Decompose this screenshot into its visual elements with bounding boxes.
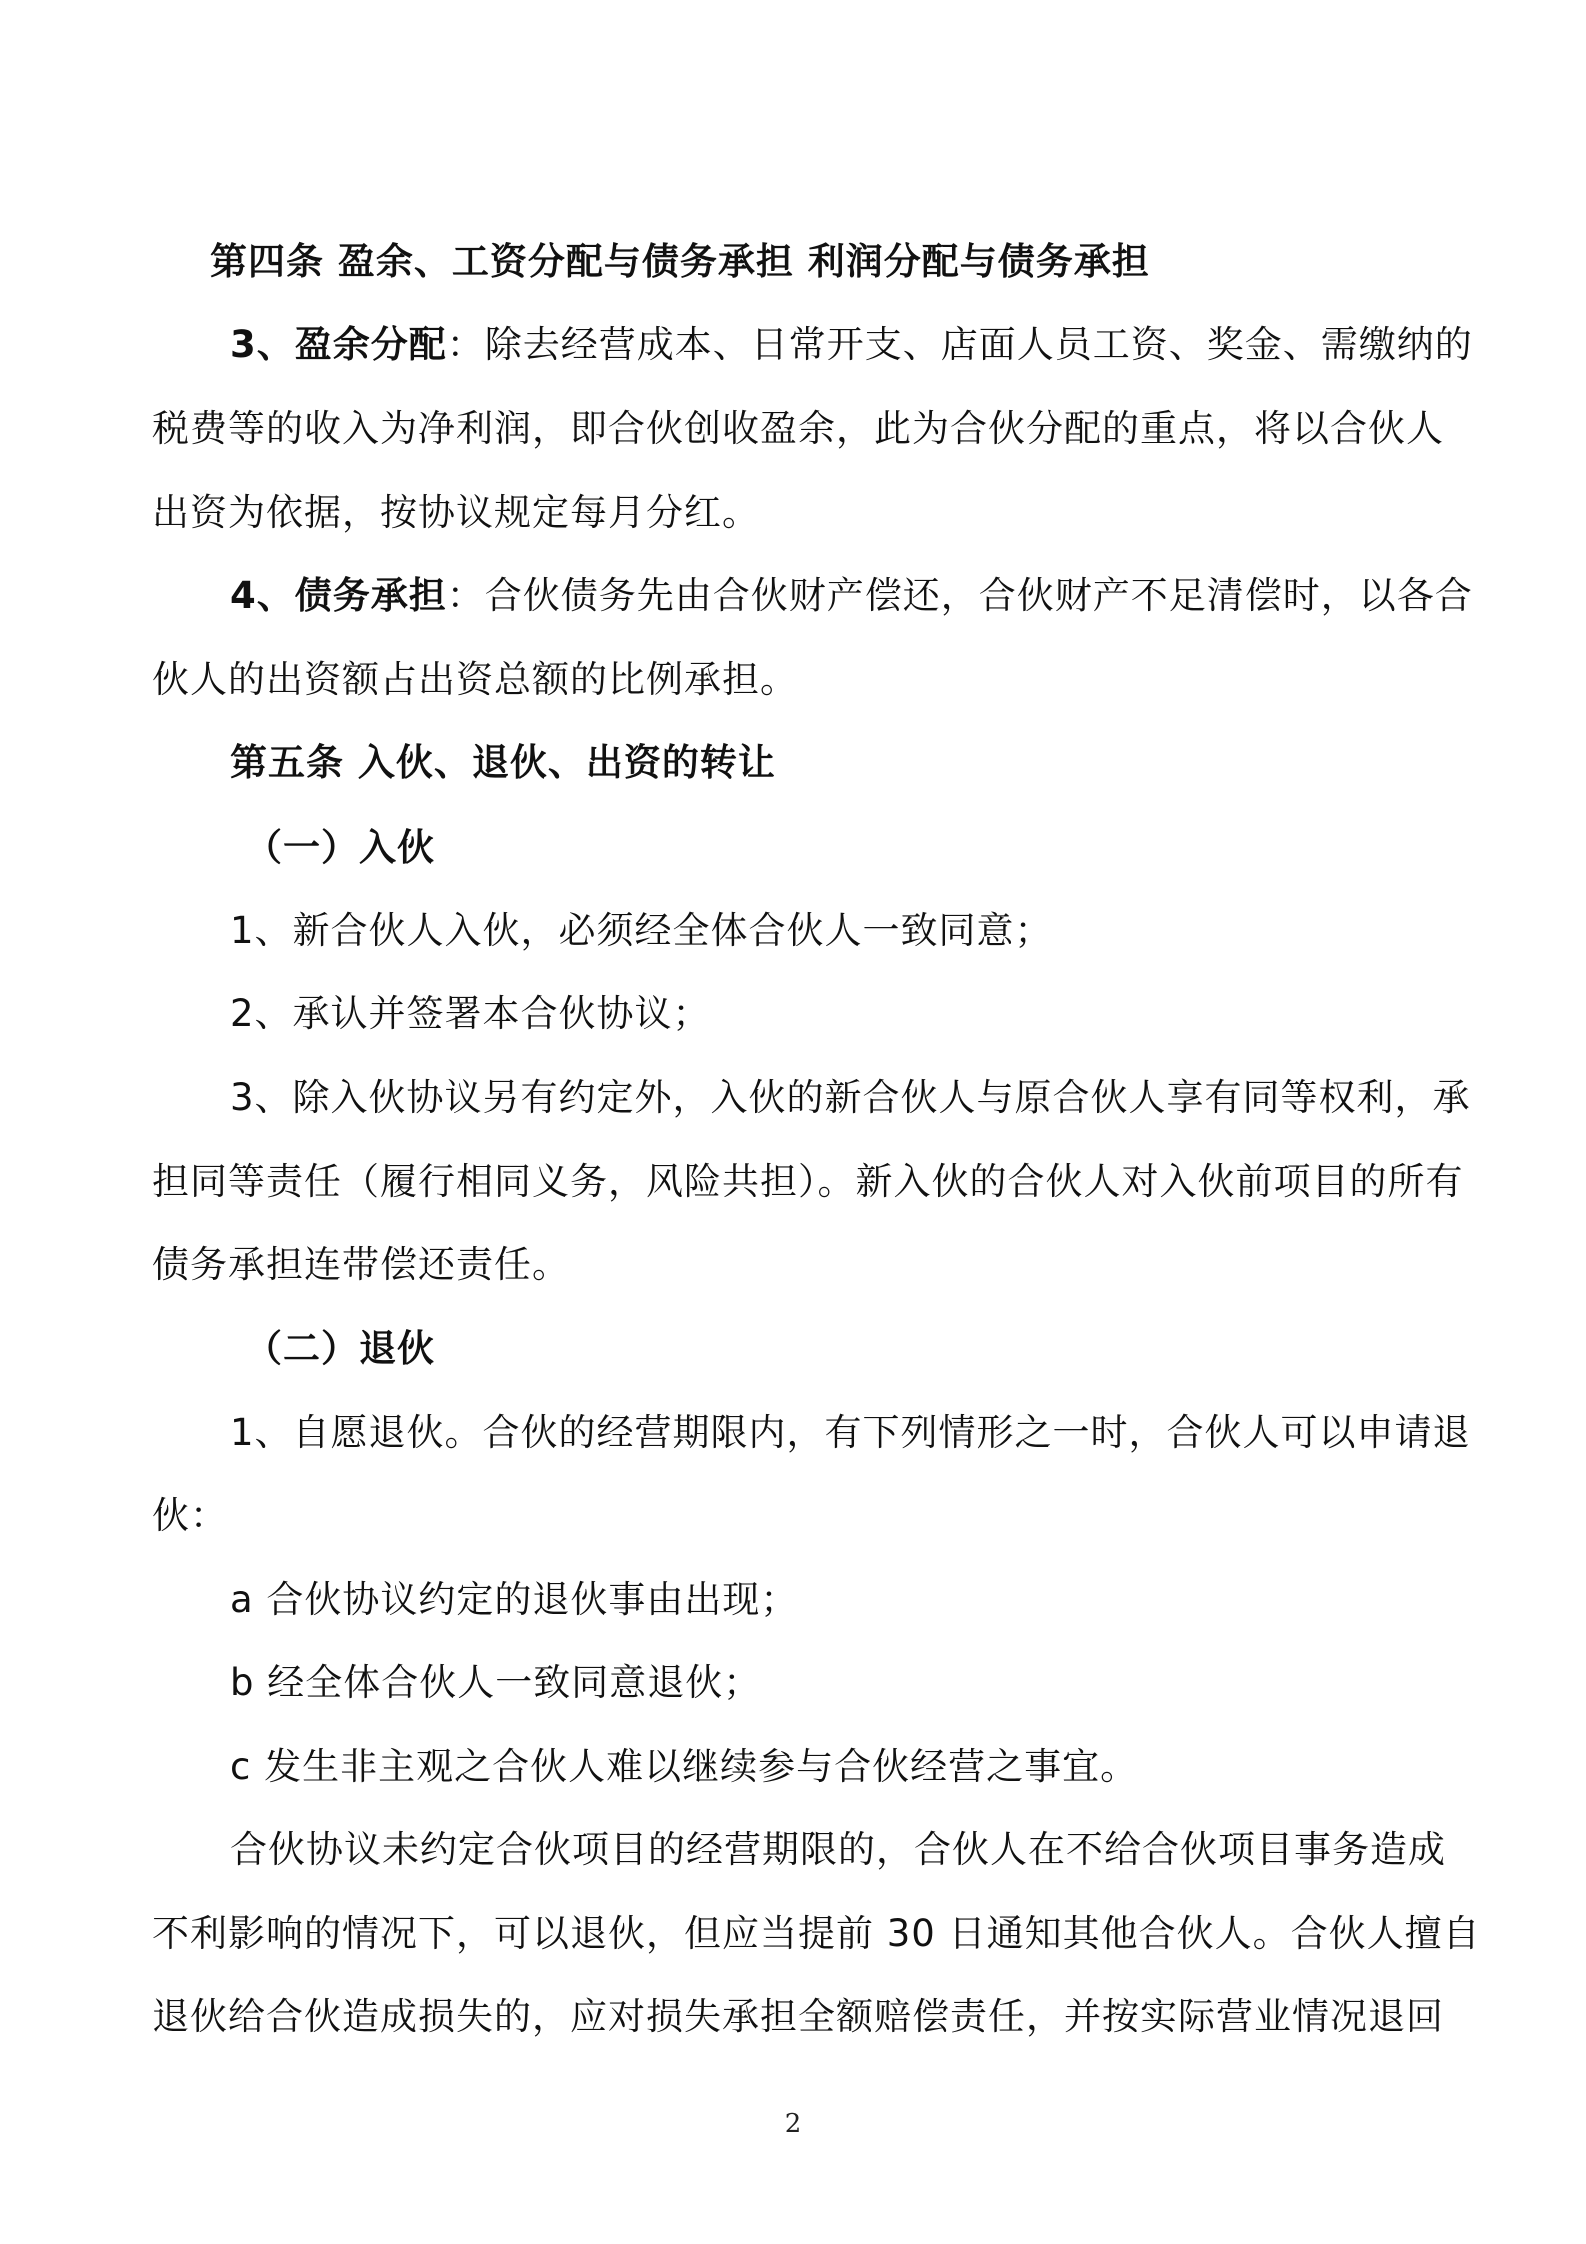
- final-paragraph-line-3: 退伙给合伙造成损失的，应对损失承担全额赔偿责任，并按实际营业情况退回: [152, 1995, 1444, 2038]
- item-3-label: 3、盈余分配: [230, 323, 447, 366]
- item-3-line-2: 税费等的收入为净利润，即合伙创收盈余，此为合伙分配的重点，将以合伙人: [152, 407, 1444, 450]
- subsection-join-heading: （一）入伙: [245, 826, 435, 869]
- withdraw-item-1-line-2: 伙：: [152, 1494, 228, 1537]
- item-3-text: ：除去经营成本、日常开支、店面人员工资、奖金、需缴纳的: [446, 323, 1473, 366]
- section-5-heading: 第五条 入伙、退伙、出资的转让: [230, 741, 776, 784]
- final-paragraph-line-2: 不利影响的情况下，可以退伙，但应当提前 30 日通知其他合伙人。合伙人擅自: [152, 1912, 1481, 1955]
- withdraw-item-1-line-1: 1、自愿退伙。合伙的经营期限内，有下列情形之一时，合伙人可以申请退: [230, 1411, 1471, 1454]
- join-item-1: 1、新合伙人入伙，必须经全体合伙人一致同意；: [230, 909, 1053, 952]
- item-3-line-3: 出资为依据，按协议规定每月分红。: [152, 491, 760, 534]
- item-4-text: ：合伙债务先由合伙财产偿还，合伙财产不足清偿时，以各合: [446, 574, 1473, 617]
- item-3-first-line: [230, 303, 1473, 387]
- withdraw-case-c: c 发生非主观之合伙人难以继续参与合伙经营之事宜。: [230, 1745, 1139, 1788]
- join-item-3-line-2: 担同等责任（履行相同义务，风险共担）。新入伙的合伙人对入伙前项目的所有: [152, 1160, 1464, 1203]
- final-paragraph-line-1: 合伙协议未约定合伙项目的经营期限的，合伙人在不给合伙项目事务造成: [230, 1828, 1446, 1871]
- page-number: 2: [784, 2109, 802, 2139]
- join-item-3-line-1: 3、除入伙协议另有约定外，入伙的新合伙人与原合伙人享有同等权利，承: [230, 1076, 1471, 1119]
- section-4-heading: 第四条 盈余、工资分配与债务承担 利润分配与债务承担: [210, 240, 1150, 283]
- item-4-label: 4、债务承担: [230, 574, 447, 617]
- item-4-line-2: 伙人的出资额占出资总额的比例承担。: [152, 658, 798, 701]
- subsection-withdraw-heading: （二）退伙: [245, 1327, 435, 1370]
- withdraw-case-b: b 经全体合伙人一致同意退伙；: [230, 1661, 762, 1704]
- join-item-3-line-3: 债务承担连带偿还责任。: [152, 1243, 570, 1286]
- join-item-2: 2、承认并签署本合伙协议；: [230, 992, 711, 1035]
- withdraw-case-a: a 合伙协议约定的退伙事由出现；: [230, 1578, 799, 1621]
- item-4-first-line: [230, 554, 1473, 638]
